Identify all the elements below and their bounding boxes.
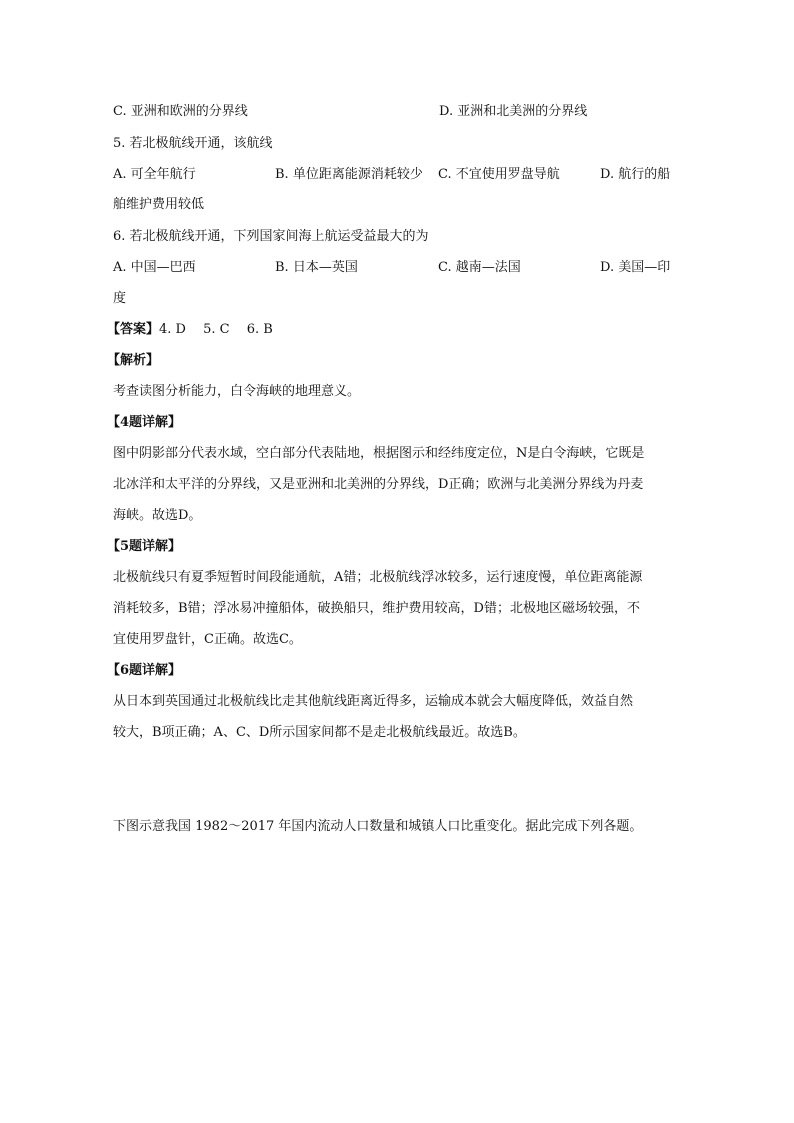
- detail-4-line: 图中阴影部分代表水域，空白部分代表陆地，根据图示和经纬度定位，N是白令海峡，它既是: [113, 446, 645, 461]
- q5-option-b: B. 单位距离能源消耗较少: [275, 167, 423, 182]
- detail-6-line: 较大，B项正确；A、C、D所示国家间都不是走北极航线最近。故选B。: [113, 725, 526, 740]
- detail-5-line: 北极航线只有夏季短暂时间段能通航，A错；北极航线浮冰较多，运行速度慢，单位距离能源: [113, 570, 643, 585]
- q6-option-d: D. 美国—印: [600, 260, 671, 275]
- q6-option-a: A. 中国—巴西: [113, 260, 196, 275]
- answer-label: 【答案】: [107, 322, 160, 337]
- option-c: C. 亚洲和欧洲的分界线: [113, 104, 248, 119]
- detail-4-label: 【4题详解】: [107, 415, 182, 430]
- question-5-stem: 5. 若北极航线开通，该航线: [113, 136, 273, 151]
- q5-option-d-continued: 舶维护费用较低: [113, 197, 205, 212]
- answer-text: 4. D 5. C 6. B: [159, 322, 273, 337]
- analysis-text: 考查读图分析能力，白令海峡的地理意义。: [113, 384, 361, 399]
- option-d: D. 亚洲和北美洲的分界线: [439, 104, 588, 119]
- q6-option-d-continued: 度: [113, 291, 127, 306]
- q5-option-a: A. 可全年航行: [113, 167, 196, 182]
- detail-5-label: 【5题详解】: [107, 539, 182, 554]
- question-6-stem: 6. 若北极航线开通，下列国家间海上航运受益最大的为: [113, 229, 429, 244]
- detail-6-label: 【6题详解】: [107, 663, 182, 678]
- detail-4-line: 海峡。故选D。: [113, 508, 202, 523]
- detail-6-line: 从日本到英国通过北极航线比走其他航线距离近得多，运输成本就会大幅度降低，效益自然: [113, 694, 634, 709]
- next-question-intro: 下图示意我国 1982～2017 年国内流动人口数量和城镇人口比重变化。据此完成下列各题。: [113, 819, 643, 834]
- q5-option-c: C. 不宜使用罗盘导航: [438, 167, 560, 182]
- answer-line: [107, 320, 675, 340]
- detail-5-line: 宜使用罗盘针，C正确。故选C。: [113, 632, 302, 647]
- detail-4-line: 北冰洋和太平洋的分界线，又是亚洲和北美洲的分界线，D正确；欧洲与北美洲分界线为丹麦: [113, 477, 644, 492]
- q6-option-c: C. 越南—法国: [438, 260, 521, 275]
- detail-5-line: 消耗较多，B错；浮冰易冲撞船体，破换船只，维护费用较高，D错；北极地区磁场较强，不: [113, 601, 640, 616]
- q5-option-d: D. 航行的船: [600, 167, 671, 182]
- q6-option-b: B. 日本—英国: [275, 260, 358, 275]
- analysis-label: 【解析】: [107, 353, 160, 368]
